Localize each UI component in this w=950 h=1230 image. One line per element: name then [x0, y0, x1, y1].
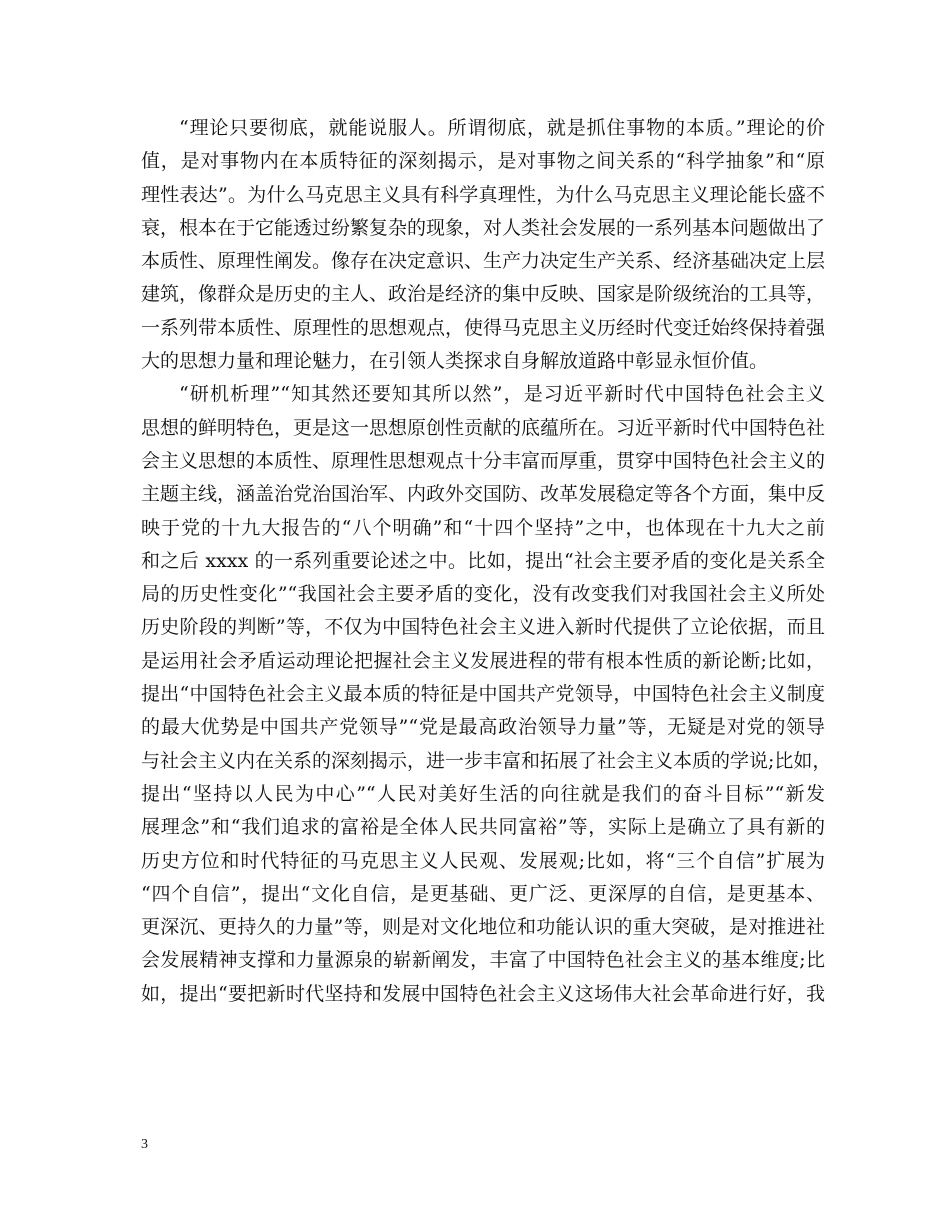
text-line: 历史阶段的判断”等，不仅为中国特色社会主义进入新时代提供了立论依据，而且	[141, 616, 825, 639]
text-line: “研机析理”“知其然还要知其所以然”，是习近平新时代中国特色社会主义	[179, 383, 825, 406]
text-line: 的最大优势是中国共产党领导”“党是最高政治领导力量”等，无疑是对党的领导	[141, 716, 825, 739]
text-line: 和之后 xxxx 的一系列重要论述之中。比如，提出“社会主要矛盾的变化是关系全	[141, 549, 825, 572]
paragraph-2	[141, 378, 832, 1011]
text-line: 提出“中国特色社会主义最本质的特征是中国共产党领导，中国特色社会主义制度	[141, 683, 825, 706]
text-line: 衰，根本在于它能透过纷繁复杂的现象，对人类社会发展的一系列基本问题做出了	[141, 216, 826, 239]
text-line: 主题主线，涵盖治党治国治军、内政外交国防、改革发展稳定等各个方面，集中反	[141, 483, 826, 506]
text-line: 提出“坚持以人民为中心”“人民对美好生活的向往就是我们的奋斗目标”“新发	[141, 782, 825, 805]
text-line: 与社会主义内在关系的深刻揭示，进一步丰富和拓展了社会主义本质的学说;比如，	[141, 749, 832, 772]
text-line: “四个自信”，提出“文化自信，是更基础、更广泛、更深厚的自信，是更基本、	[141, 882, 825, 905]
text-line: 本质性、原理性阐发。像存在决定意识、生产力决定生产关系、经济基础决定上层	[141, 250, 826, 273]
text-line: 大的思想力量和理论魅力，在引领人类探求自身解放道路中彰显永恒价值。	[141, 350, 769, 373]
text-line: “理论只要彻底，就能说服人。所谓彻底，就是抓住事物的本质。”理论的价	[179, 117, 825, 139]
paragraph-1	[141, 112, 825, 378]
text-line: 局的历史性变化”“我国社会主要矛盾的变化，没有改变我们对我国社会主义所处	[141, 583, 825, 606]
text-line: 一系列带本质性、原理性的思想观点，使得马克思主义历经时代变迁始终保持着强	[141, 316, 826, 339]
text-line: 映于党的十九大报告的“八个明确”和“十四个坚持”之中，也体现在十九大之前	[141, 516, 825, 539]
text-line: 历史方位和时代特征的马克思主义人民观、发展观;比如，将“三个自信”扩展为	[141, 849, 825, 872]
document-body	[141, 112, 832, 1011]
text-line: 是运用社会矛盾运动理论把握社会主义发展进程的带有根本性质的新论断;比如，	[141, 649, 825, 672]
text-line: 理性表达”。为什么马克思主义具有科学真理性，为什么马克思主义理论能长盛不	[141, 183, 825, 206]
text-line: 思想的鲜明特色，更是这一思想原创性贡献的底蕴所在。习近平新时代中国特色社	[141, 416, 826, 439]
text-line: 会主义思想的本质性、原理性思想观点十分丰富而厚重，贯穿中国特色社会主义的	[141, 449, 826, 472]
text-line: 如，提出“要把新时代坚持和发展中国特色社会主义这场伟大社会革命进行好，我	[141, 982, 825, 1005]
text-line: 建筑，像群众是历史的主人、政治是经济的集中反映、国家是阶级统治的工具等，	[141, 283, 826, 306]
text-line: 更深沉、更持久的力量”等，则是对文化地位和功能认识的重大突破，是对推进社	[141, 916, 825, 939]
page-number: 3	[141, 1137, 148, 1152]
text-line: 会发展精神支撑和力量源泉的崭新阐发，丰富了中国特色社会主义的基本维度;比	[141, 949, 825, 972]
text-line: 展理念”和“我们追求的富裕是全体人民共同富裕”等，实际上是确立了具有新的	[141, 816, 825, 839]
text-line: 值，是对事物内在本质特征的深刻揭示，是对事物之间关系的“科学抽象”和“原	[141, 150, 825, 173]
